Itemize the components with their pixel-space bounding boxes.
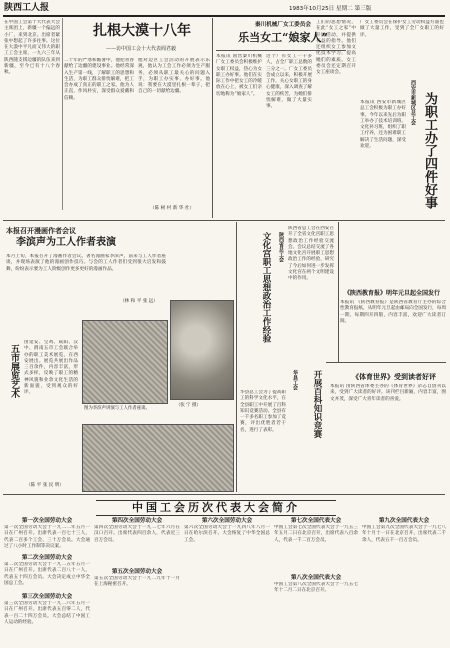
history-col-5 xyxy=(362,518,446,644)
exhibit-body: 由延安、宝鸡、咸阳、汉中、渭南五市工会联合举办的职工美术展览，在西安展出。展览共展出作品三百余件，内容丰富，形式多样，反映了职工的精神风貌和业余文化生活的新面貌，受到观众的好评。 xyxy=(24,340,78,396)
photo-2-caption: （张 宁 摄） xyxy=(176,403,201,408)
exhibit-byline: （陈 平 张 民 明） xyxy=(26,483,64,488)
history-col-1 xyxy=(4,518,90,644)
history-section-title: 第一次全国劳动大会 xyxy=(21,518,73,524)
history-col-2 xyxy=(94,518,180,644)
contest-body: 华县总工会为了提高职工的科学文化水平，在全县职工中开展了百科知识竞赛活动。全县有一千多名职工参加了竞赛，评出优胜者若干名，进行了表彰。 xyxy=(240,390,286,433)
divider-v3 xyxy=(338,222,339,362)
lead-byline: （陈 树 村 新 华 社） xyxy=(150,206,195,211)
history-section-title: 第四次全国劳动大会 xyxy=(111,518,163,524)
history-section-body: 第二次全国劳动大会于一九二五年五月一日在广州召开。出席代表二百八十一人，代表五十四万会员。大会决定成立中华全国总工会。 xyxy=(4,562,90,586)
exhibit-title: 五市展览艺术 xyxy=(9,344,19,398)
mother-col-1: 本报讯 国营秦川机械厂女工委员会积极维护女职工权益，热心为女职工办好事。他们在实际工作中把女工的冷暖放在心上，被女工们亲切地称为“娘家人”。 xyxy=(216,54,262,97)
lead-divider xyxy=(62,18,63,210)
divider-h3 xyxy=(3,494,445,495)
photo-1-caption: 图为李滨声讲演与工人作者座谈。 xyxy=(84,406,150,411)
lead-col-1: 在中国工会第十大代表大会主席团上，新疆一个偏远的小厂，来到北京。出席者紧张中想起了许多往事。这位在大漠中平凡而又伟大的职工工会主席，一九六三年从陕西随支援边疆的队伍来到新疆，至今已有十八个春秋。 xyxy=(4,20,60,76)
history-section-title: 第六次全国劳动大会 xyxy=(201,518,253,524)
history-col-3 xyxy=(184,518,270,644)
masthead-title: 陕西工人报 xyxy=(4,3,50,13)
history-section-title: 第五次全国劳动大会 xyxy=(111,569,163,575)
culture-title: 文化宫职工思想政治工作经验 xyxy=(261,232,271,343)
photo-workers xyxy=(82,424,234,492)
art-kicker: 本报召开漫画作者会议 xyxy=(6,226,76,235)
culture-kicker: 陕西省总工会 xyxy=(278,232,284,262)
guide-body: 本报讯 《陕西教育报》是陕西省教育厅主办的综合性教育报纸，从明年元旦起由邮局向全国发行，每周一期，每期四开四版，内容丰富，欢迎广大读者订阅。 xyxy=(340,300,446,324)
photo-exhibition xyxy=(170,300,234,400)
divider-v2 xyxy=(236,222,237,492)
lead-col-3: 他对边区工会活动的开展表示乐观，他认为工会工作必须为生产服务，必须从职工最关心的问题入手，为职工办实事、办好事。他说：我要在大漠里扎根一辈子，把自己的一切献给边疆。 xyxy=(138,58,210,95)
sports-headline: 《体育世界》受到读者好评 xyxy=(352,372,436,381)
sports-body: 本报讯 由陕西省体委主办的《体育世界》杂志自创刊以来，受到广大读者的好评。该刊栏目新颖，内容丰富，图文并茂，深受广大青年读者的喜爱。 xyxy=(330,384,446,402)
history-section-title: 第七次全国代表大会 xyxy=(290,518,342,524)
masthead-rule xyxy=(3,15,445,17)
divider-v1 xyxy=(212,18,213,218)
history-section-title: 第八次全国代表大会 xyxy=(290,575,342,581)
history-section-body: 第六次全国劳动大会于一九四八年八月一日在哈尔滨召开。大会恢复了中华全国总工会。 xyxy=(184,525,270,543)
four-deeds-title: 为职工办了四件好事 xyxy=(422,92,437,209)
photo-cartoonist xyxy=(82,320,168,404)
history-section-title: 第三次全国劳动大会 xyxy=(21,594,73,600)
masthead-date: 1983年10月25日 星期二 第三版 xyxy=(289,6,372,12)
four-deeds-kicker: 西安市新城区总工会 xyxy=(410,80,416,125)
history-section-body: 第三次全国劳动大会于一九二六年五月一日在广州召开。出席代表五百零二人，代表一百二十四万会员。大会总结了中国工人运动的经验。 xyxy=(4,601,90,625)
history-section-title: 第九次全国代表大会 xyxy=(378,518,430,524)
history-col-4 xyxy=(274,518,358,644)
history-banner: 中国工会历次代表大会简介 xyxy=(96,500,336,516)
history-section-body: 第一次全国劳动大会于一九二二年五月一日在广州召开。出席代表一百七十三人，代表二百多个工会、三十万会员。大会通过了八小时工作制等决议案。 xyxy=(4,525,90,549)
history-section-title: 第二次全国劳动大会 xyxy=(21,555,73,561)
contest-kicker: 华县工会 xyxy=(292,370,298,390)
lead-col-2: 二十年的严寒和酷暑中，他把青春献给了边疆的建设事业。他经常深入生产第一线，了解职工的思想和生活，为职工群众排忧解难，把工会办成了真正的职工之家。他为人正直，作风朴实，深受群众爱戴和信赖。 xyxy=(64,58,134,101)
mother-col-4: 厂女工委员会在保护女工劳动权益方面也做了大量工作，受到了全厂女职工的好评。 xyxy=(360,20,444,38)
art-body: 本月上旬，本报召开了漫画作者会议。著名漫画家李滨声，前来与工人作者座谈，并现场表演了他的漫画创作技巧。与会的工人作者们受到很大启发和鼓舞，纷纷表示要为工人阶级创作更多更好的漫画作品。 xyxy=(6,254,166,272)
history-section-body: 第五次全国劳动大会于一九二九年十一月在上海秘密召开。 xyxy=(94,576,180,588)
art-byline: （林 和 平 张 远） xyxy=(120,299,158,304)
mother-kicker: 秦川机械厂女工委员会 xyxy=(255,22,311,28)
mother-col-3: 工们的思想情况，在此“女工之家”中开展活动，并提供有益的指导。他们还组织女工参加文化技术学习，提高她们的素质。女工委员会还定期召开女工座谈会。 xyxy=(316,20,356,76)
mother-headline: 乐当女工“娘家人” xyxy=(238,31,328,44)
history-section-body: 中国工会第七次全国代表大会于一九五三年五月二日在北京召开，出席代表八百余人，代表一千二百万会员。 xyxy=(274,525,358,543)
history-section-body: 第四次全国劳动大会于一九二七年六月在汉口召开。出席代表四百余人，代表近三百万会员。 xyxy=(94,525,180,543)
four-deeds-body: 本报讯 西安市新城区总工会积极为职工办好事。今年以来先后为职工举办了技术培训班、文化补习班，组织了职工疗养，还为困难职工解决了生活问题，深受欢迎。 xyxy=(360,100,406,150)
lead-subheadline: ——访中国工会十大代表阎君毅 xyxy=(105,46,176,52)
lead-headline: 扎根大漠十八年 xyxy=(93,23,191,39)
culture-body: 陕西省总工会在西安召开了全省文化宫职工思想政治工作经验交流会。会议总结交流了各地文化宫开展职工思想政治工作的经验，研究了今后如何进一步发挥文化宫在两个文明建设中的作用。 xyxy=(288,226,334,282)
history-section-body: 中国工会第九次全国代表大会于一九七八年十月十一日在北京召开，出席代表二千余人，代表五千一百万会员。 xyxy=(362,525,446,543)
contest-title: 开展百科知识竞赛 xyxy=(312,370,322,438)
art-headline: 李滨声为工人作者表演 xyxy=(16,237,116,248)
history-section-body: 中国工会第八次全国代表大会于一九五七年十二月二日在北京召开。 xyxy=(274,582,358,594)
masthead xyxy=(4,3,444,15)
divider-h2 xyxy=(326,362,446,363)
divider-h1 xyxy=(3,220,445,221)
guide-headline: 《陕西教育报》明年元旦起全国发行 xyxy=(344,290,441,297)
mother-col-2: 这个厂有女工一千多人，占全厂职工总数的三分之一。厂女工委员会成立以来，积极开展工作，关心女职工的身心健康，深入调查了解女工的疾苦，为她们排忧解难，做了大量实事。 xyxy=(266,54,312,110)
